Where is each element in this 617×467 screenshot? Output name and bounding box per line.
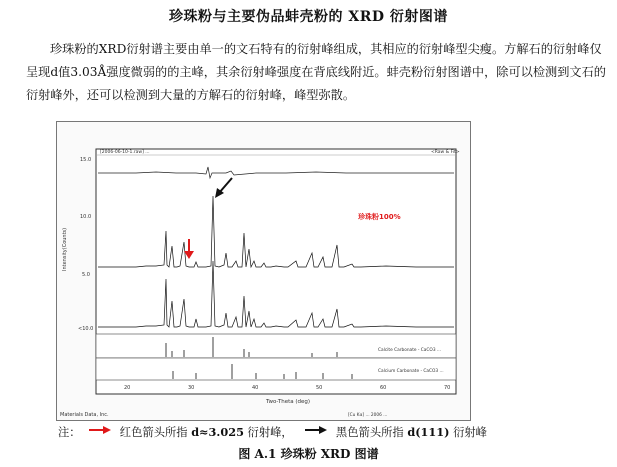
- x-tick-30: 30: [188, 385, 195, 391]
- page-title: 珍珠粉与主要伪品蚌壳粉的 XRD 衍射图谱: [169, 9, 448, 25]
- header-left: [2006-06-10-1.raw] ...: [100, 150, 150, 155]
- footer-left: Materials Data, Inc.: [60, 412, 109, 418]
- note-black-text: 黑色箭头所指: [335, 426, 404, 439]
- x-tick-60: 60: [380, 385, 387, 391]
- red-arrow-icon: [88, 425, 112, 435]
- ref-strip-1: [96, 334, 456, 358]
- note-black-suffix: 衍射峰: [453, 426, 487, 439]
- y-tick-2: 10.0: [80, 214, 92, 220]
- y-axis-label: Intensity(Counts): [62, 227, 68, 271]
- xrd-figure: [56, 121, 471, 421]
- pearl-powder-label: 珍珠粉100%: [358, 213, 401, 221]
- x-tick-40: 40: [252, 385, 259, 391]
- x-axis-label: Two-Theta (deg): [266, 399, 311, 405]
- black-arrow-icon: [304, 425, 328, 435]
- note-red-text: 红色箭头所指: [119, 426, 188, 439]
- y-tick-1: 15.0: [80, 157, 92, 163]
- figure-note: [58, 424, 487, 440]
- ref-label-2: Calcium Carbonate - CaCO3 ...: [378, 369, 444, 374]
- ref-label-1: Calcite Carbonate - CaCO3 ...: [378, 348, 442, 353]
- note-red-formula: d≈3.025: [191, 425, 244, 439]
- footer-right: [Cu Kα] ... 2006 ...: [348, 413, 388, 418]
- header-right: <Raw & Fit>: [431, 150, 460, 155]
- y-tick-3: 5.0: [82, 272, 90, 278]
- note-black-formula: d(111): [407, 425, 450, 439]
- body-paragraph: 珍珠粉的XRD衍射谱主要由单一的文石特有的衍射峰组成，其相应的衍射峰型尖瘦。方解石的衍射峰仅呈现d值3.03Å强度微弱的的主峰，其余衍射峰强度在背底线附近。蚌壳粉衍射图谱中，除可以检测到文石的衍射峰外，还可以检测到大量的方解石的衍射峰，峰型弥散。: [26, 42, 606, 102]
- figure-caption: 图 A.1 珍珠粉 XRD 图谱: [238, 447, 379, 461]
- x-tick-70: 70: [444, 385, 451, 391]
- note-prefix: 注：: [58, 426, 81, 439]
- xrd-chart-svg: [56, 121, 471, 421]
- x-tick-20: 20: [124, 385, 131, 391]
- note-red-suffix: 衍射峰，: [247, 426, 293, 439]
- x-tick-50: 50: [316, 385, 323, 391]
- y-tick-4: <10.0: [78, 326, 94, 332]
